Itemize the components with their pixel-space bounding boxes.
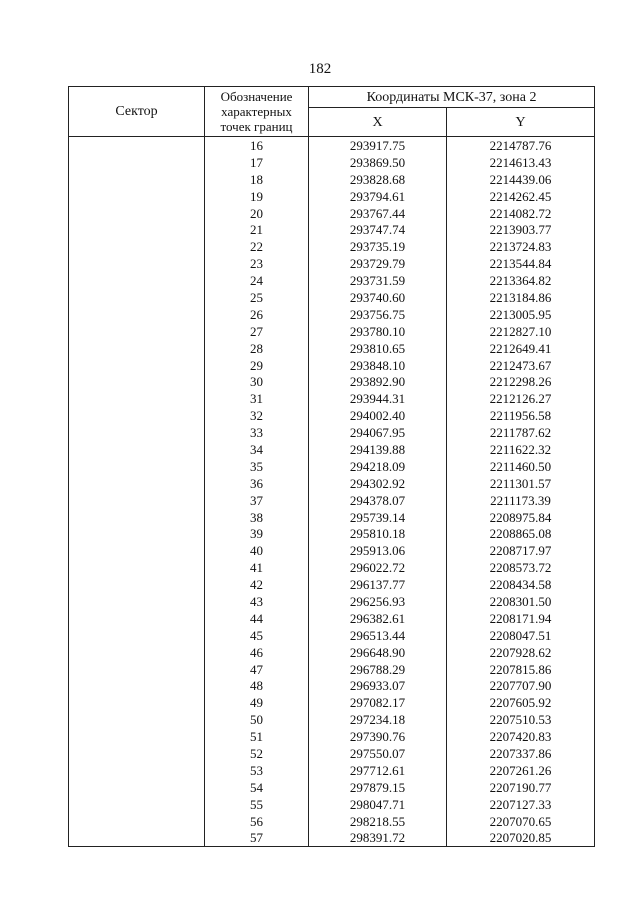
point-cell: 38 <box>205 509 309 526</box>
point-cell: 16 <box>205 137 309 154</box>
y-cell: 2214613.43 <box>447 154 595 171</box>
table-row <box>69 323 595 340</box>
y-cell: 2208301.50 <box>447 593 595 610</box>
point-cell: 31 <box>205 390 309 407</box>
x-cell: 293729.79 <box>309 255 447 272</box>
table-row <box>69 779 595 796</box>
sector-cell <box>69 813 205 830</box>
x-cell: 293794.61 <box>309 188 447 205</box>
table-row <box>69 762 595 779</box>
point-cell: 32 <box>205 407 309 424</box>
sector-cell <box>69 779 205 796</box>
page-number: 182 <box>308 61 332 77</box>
x-cell: 294302.92 <box>309 475 447 492</box>
sector-cell <box>69 255 205 272</box>
x-cell: 293917.75 <box>309 137 447 154</box>
point-cell: 17 <box>205 154 309 171</box>
y-cell: 2213184.86 <box>447 289 595 306</box>
x-cell: 293828.68 <box>309 171 447 188</box>
y-cell: 2212649.41 <box>447 340 595 357</box>
table-row <box>69 492 595 509</box>
point-cell: 46 <box>205 644 309 661</box>
x-cell: 295739.14 <box>309 509 447 526</box>
y-cell: 2207605.92 <box>447 694 595 711</box>
x-cell: 296788.29 <box>309 661 447 678</box>
x-cell: 297712.61 <box>309 762 447 779</box>
table-row <box>69 171 595 188</box>
table-row <box>69 306 595 323</box>
sector-cell <box>69 492 205 509</box>
sector-cell <box>69 796 205 813</box>
x-cell: 294378.07 <box>309 492 447 509</box>
y-cell: 2208171.94 <box>447 610 595 627</box>
x-cell: 296256.93 <box>309 593 447 610</box>
table-row <box>69 661 595 678</box>
x-cell: 294218.09 <box>309 458 447 475</box>
sector-cell <box>69 424 205 441</box>
table-row <box>69 289 595 306</box>
y-cell: 2207070.65 <box>447 813 595 830</box>
point-cell: 48 <box>205 678 309 695</box>
x-cell: 297234.18 <box>309 711 447 728</box>
sector-cell <box>69 171 205 188</box>
point-cell: 36 <box>205 475 309 492</box>
x-cell: 296933.07 <box>309 678 447 695</box>
sector-cell <box>69 272 205 289</box>
sector-cell <box>69 576 205 593</box>
y-cell: 2214082.72 <box>447 205 595 222</box>
sector-cell <box>69 306 205 323</box>
y-cell: 2214262.45 <box>447 188 595 205</box>
x-cell: 294002.40 <box>309 407 447 424</box>
sector-cell <box>69 728 205 745</box>
sector-cell <box>69 559 205 576</box>
point-cell: 43 <box>205 593 309 610</box>
point-cell: 47 <box>205 661 309 678</box>
y-cell: 2207510.53 <box>447 711 595 728</box>
x-cell: 293848.10 <box>309 357 447 374</box>
x-cell: 293780.10 <box>309 323 447 340</box>
y-cell: 2207020.85 <box>447 830 595 847</box>
sector-cell <box>69 627 205 644</box>
table-row <box>69 357 595 374</box>
table-row <box>69 576 595 593</box>
sector-cell <box>69 458 205 475</box>
point-cell: 18 <box>205 171 309 188</box>
table-body <box>69 137 595 847</box>
sector-cell <box>69 357 205 374</box>
y-cell: 2212827.10 <box>447 323 595 340</box>
x-cell: 293944.31 <box>309 390 447 407</box>
table-row <box>69 830 595 847</box>
y-cell: 2212126.27 <box>447 390 595 407</box>
sector-cell <box>69 323 205 340</box>
sector-cell <box>69 762 205 779</box>
point-cell: 29 <box>205 357 309 374</box>
x-cell: 294067.95 <box>309 424 447 441</box>
table-row <box>69 796 595 813</box>
table-row <box>69 678 595 695</box>
y-cell: 2207420.83 <box>447 728 595 745</box>
y-cell: 2208865.08 <box>447 525 595 542</box>
x-cell: 296648.90 <box>309 644 447 661</box>
table-row <box>69 407 595 424</box>
y-cell: 2213724.83 <box>447 238 595 255</box>
y-cell: 2208975.84 <box>447 509 595 526</box>
x-cell: 293767.44 <box>309 205 447 222</box>
point-cell: 34 <box>205 441 309 458</box>
point-cell: 22 <box>205 238 309 255</box>
x-cell: 293892.90 <box>309 373 447 390</box>
x-cell: 295913.06 <box>309 542 447 559</box>
y-cell: 2211460.50 <box>447 458 595 475</box>
table-row <box>69 542 595 559</box>
point-cell: 20 <box>205 205 309 222</box>
sector-cell <box>69 694 205 711</box>
x-cell: 293756.75 <box>309 306 447 323</box>
y-cell: 2208717.97 <box>447 542 595 559</box>
table-row <box>69 475 595 492</box>
point-cell: 26 <box>205 306 309 323</box>
table-row <box>69 424 595 441</box>
table-row <box>69 627 595 644</box>
sector-cell <box>69 542 205 559</box>
x-cell: 293735.19 <box>309 238 447 255</box>
table-row <box>69 272 595 289</box>
y-cell: 2207190.77 <box>447 779 595 796</box>
table-row <box>69 728 595 745</box>
x-cell: 298047.71 <box>309 796 447 813</box>
table-row <box>69 745 595 762</box>
point-cell: 44 <box>205 610 309 627</box>
x-cell: 297879.15 <box>309 779 447 796</box>
y-cell: 2211956.58 <box>447 407 595 424</box>
table-row <box>69 509 595 526</box>
point-cell: 19 <box>205 188 309 205</box>
table-row <box>69 525 595 542</box>
x-cell: 294139.88 <box>309 441 447 458</box>
y-cell: 2213903.77 <box>447 221 595 238</box>
x-cell: 297550.07 <box>309 745 447 762</box>
y-cell: 2207815.86 <box>447 661 595 678</box>
table-row <box>69 221 595 238</box>
point-cell: 37 <box>205 492 309 509</box>
point-cell: 52 <box>205 745 309 762</box>
sector-cell <box>69 525 205 542</box>
point-cell: 27 <box>205 323 309 340</box>
coordinates-header: Координаты МСК-37, зона 2 <box>309 87 595 108</box>
x-cell: 293869.50 <box>309 154 447 171</box>
sector-cell <box>69 188 205 205</box>
sector-header: Сектор <box>69 87 205 137</box>
sector-cell <box>69 644 205 661</box>
x-cell: 296382.61 <box>309 610 447 627</box>
point-cell: 23 <box>205 255 309 272</box>
point-cell: 53 <box>205 762 309 779</box>
point-cell: 49 <box>205 694 309 711</box>
y-cell: 2212298.26 <box>447 373 595 390</box>
point-cell: 30 <box>205 373 309 390</box>
table-row <box>69 610 595 627</box>
y-cell: 2208434.58 <box>447 576 595 593</box>
table-row <box>69 137 595 154</box>
point-cell: 55 <box>205 796 309 813</box>
table-row <box>69 644 595 661</box>
sector-cell <box>69 711 205 728</box>
sector-cell <box>69 830 205 847</box>
y-cell: 2214787.76 <box>447 137 595 154</box>
x-cell: 297082.17 <box>309 694 447 711</box>
point-cell: 45 <box>205 627 309 644</box>
sector-cell <box>69 509 205 526</box>
sector-cell <box>69 221 205 238</box>
sector-cell <box>69 475 205 492</box>
point-cell: 57 <box>205 830 309 847</box>
y-cell: 2207337.86 <box>447 745 595 762</box>
coordinates-table <box>68 86 595 847</box>
table-row <box>69 188 595 205</box>
point-cell: 54 <box>205 779 309 796</box>
y-cell: 2207127.33 <box>447 796 595 813</box>
sector-cell <box>69 340 205 357</box>
x-cell: 293731.59 <box>309 272 447 289</box>
y-cell: 2214439.06 <box>447 171 595 188</box>
sector-cell <box>69 373 205 390</box>
y-cell: 2211173.39 <box>447 492 595 509</box>
sector-cell <box>69 661 205 678</box>
x-cell: 293747.74 <box>309 221 447 238</box>
y-cell: 2207928.62 <box>447 644 595 661</box>
table-row <box>69 694 595 711</box>
point-cell: 42 <box>205 576 309 593</box>
point-cell: 51 <box>205 728 309 745</box>
sector-cell <box>69 238 205 255</box>
sector-cell <box>69 154 205 171</box>
table-row <box>69 559 595 576</box>
sector-cell <box>69 289 205 306</box>
point-cell: 21 <box>205 221 309 238</box>
sector-cell <box>69 745 205 762</box>
table-row <box>69 390 595 407</box>
sector-cell <box>69 441 205 458</box>
y-cell: 2211301.57 <box>447 475 595 492</box>
table-row <box>69 238 595 255</box>
table-row <box>69 154 595 171</box>
designation-header: Обозначение характерных точек границ <box>205 87 309 137</box>
sector-cell <box>69 137 205 154</box>
point-cell: 40 <box>205 542 309 559</box>
point-cell: 35 <box>205 458 309 475</box>
table-row <box>69 711 595 728</box>
x-cell: 296513.44 <box>309 627 447 644</box>
y-cell: 2212473.67 <box>447 357 595 374</box>
point-cell: 24 <box>205 272 309 289</box>
y-cell: 2213364.82 <box>447 272 595 289</box>
x-cell: 293740.60 <box>309 289 447 306</box>
point-cell: 56 <box>205 813 309 830</box>
x-header: X <box>309 108 447 137</box>
y-cell: 2208573.72 <box>447 559 595 576</box>
sector-cell <box>69 610 205 627</box>
table-row <box>69 458 595 475</box>
x-cell: 296022.72 <box>309 559 447 576</box>
y-cell: 2207261.26 <box>447 762 595 779</box>
sector-cell <box>69 593 205 610</box>
point-cell: 28 <box>205 340 309 357</box>
x-cell: 298391.72 <box>309 830 447 847</box>
x-cell: 297390.76 <box>309 728 447 745</box>
x-cell: 293810.65 <box>309 340 447 357</box>
table-header <box>69 87 595 137</box>
y-cell: 2213005.95 <box>447 306 595 323</box>
x-cell: 296137.77 <box>309 576 447 593</box>
table-row <box>69 255 595 272</box>
point-cell: 39 <box>205 525 309 542</box>
table-row <box>69 205 595 222</box>
point-cell: 25 <box>205 289 309 306</box>
point-cell: 41 <box>205 559 309 576</box>
x-cell: 298218.55 <box>309 813 447 830</box>
y-cell: 2208047.51 <box>447 627 595 644</box>
table-row <box>69 373 595 390</box>
sector-cell <box>69 678 205 695</box>
sector-cell <box>69 205 205 222</box>
table-row <box>69 340 595 357</box>
y-cell: 2207707.90 <box>447 678 595 695</box>
table-row <box>69 593 595 610</box>
table-row <box>69 813 595 830</box>
point-cell: 33 <box>205 424 309 441</box>
y-cell: 2211622.32 <box>447 441 595 458</box>
y-cell: 2213544.84 <box>447 255 595 272</box>
point-cell: 50 <box>205 711 309 728</box>
table-row <box>69 441 595 458</box>
y-cell: 2211787.62 <box>447 424 595 441</box>
sector-cell <box>69 390 205 407</box>
x-cell: 295810.18 <box>309 525 447 542</box>
y-header: Y <box>447 108 595 137</box>
sector-cell <box>69 407 205 424</box>
